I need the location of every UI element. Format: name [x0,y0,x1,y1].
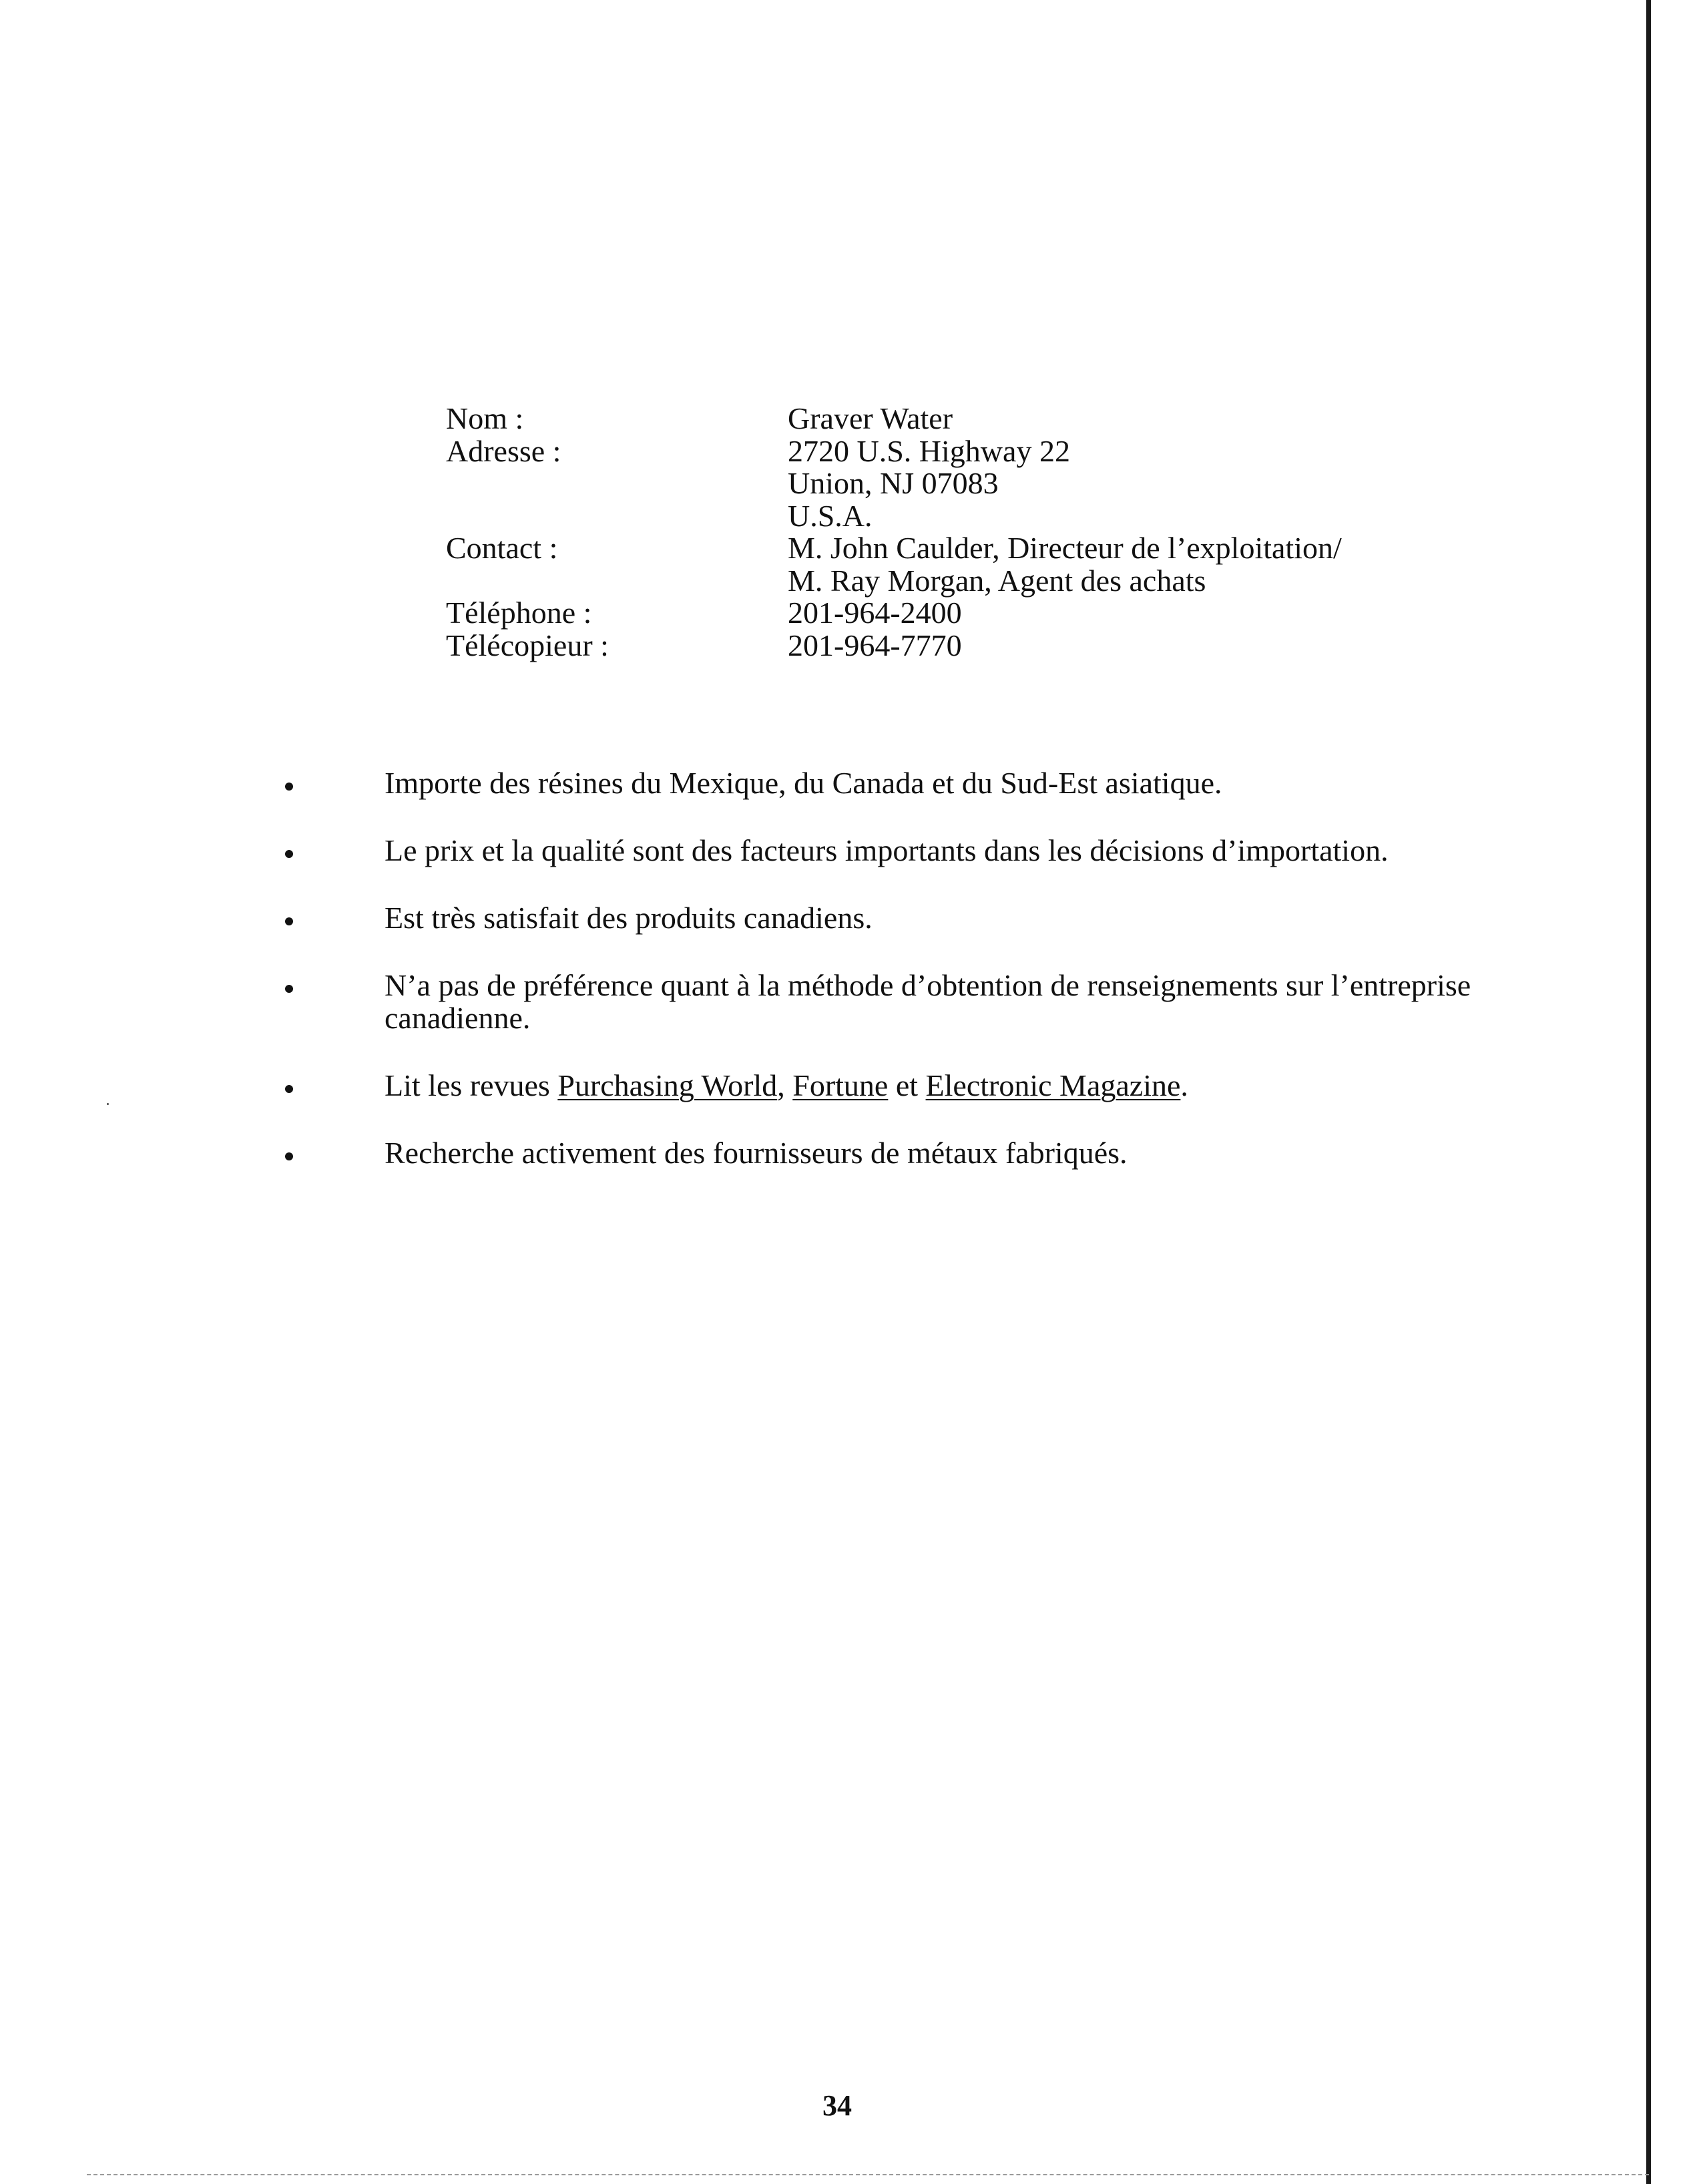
scan-speck [107,1103,109,1105]
info-values [788,403,953,435]
phone-number: 201-964-2400 [788,596,962,630]
bullet-text: Importe des résines du Mexique, du Canada et du Sud-Est asiatique. [385,766,1222,800]
company-name: Graver Water [788,401,953,435]
publication-title: Electronic Magazine [925,1068,1181,1102]
bullet-text: Le prix et la qualité sont des facteurs importants dans les décisions d’importation. [385,833,1389,867]
info-values [788,435,1070,533]
info-label: Nom : [446,401,524,435]
bullet-text: Est très satisfait des produits canadiens. [385,901,873,935]
bullet-icon [280,1069,385,1102]
address-line: 2720 U.S. Highway 22 [788,433,1070,468]
list-item [280,834,1522,867]
text-segment: Lit les revues [385,1068,558,1102]
info-values [788,532,1342,597]
scan-edge-right [1646,0,1651,2184]
bullet-text: N’a pas de préférence quant à la méthode d’obtention de renseignements sur l’entreprise canadienne. [385,968,1471,1035]
contact-person: M. John Caulder, Directeur de l’exploitation/ [788,531,1342,565]
address-line: Union, NJ 07083 [788,466,999,500]
bullet-text: Recherche activement des fournisseurs de métaux fabriqués. [385,1136,1128,1170]
contact-person: M. Ray Morgan, Agent des achats [788,563,1206,598]
bullet-icon [280,969,385,1034]
fax-number: 201-964-7770 [788,628,962,662]
bullet-list [280,767,1522,1204]
info-label: Contact : [446,531,558,565]
list-item [280,901,1522,934]
publication-title: Fortune [792,1068,889,1102]
list-item [280,1136,1522,1169]
bullet-icon [280,767,385,799]
info-row-fax [446,630,1342,662]
info-row-phone [446,597,1342,630]
info-row-contact [446,532,1342,597]
info-label: Adresse : [446,433,561,468]
text-segment: et [888,1068,926,1102]
info-values [788,630,962,662]
page-number: 34 [822,2089,852,2122]
address-line: U.S.A. [788,498,873,533]
list-item [280,969,1522,1034]
scan-edge-bottom [87,2174,1649,2175]
contact-info-block [446,403,1342,662]
bullet-icon [280,901,385,934]
text-segment: , [777,1068,793,1102]
publication-title: Purchasing World [557,1068,778,1102]
bullet-icon [280,1136,385,1169]
list-item [280,767,1522,799]
info-label: Télécopieur : [446,628,609,662]
list-item [280,1069,1522,1102]
info-label: Téléphone : [446,596,592,630]
text-segment: . [1180,1068,1188,1102]
bullet-text [385,1069,1522,1102]
info-row-name [446,403,1342,435]
info-values [788,597,962,630]
bullet-icon [280,834,385,867]
info-row-address [446,435,1342,533]
